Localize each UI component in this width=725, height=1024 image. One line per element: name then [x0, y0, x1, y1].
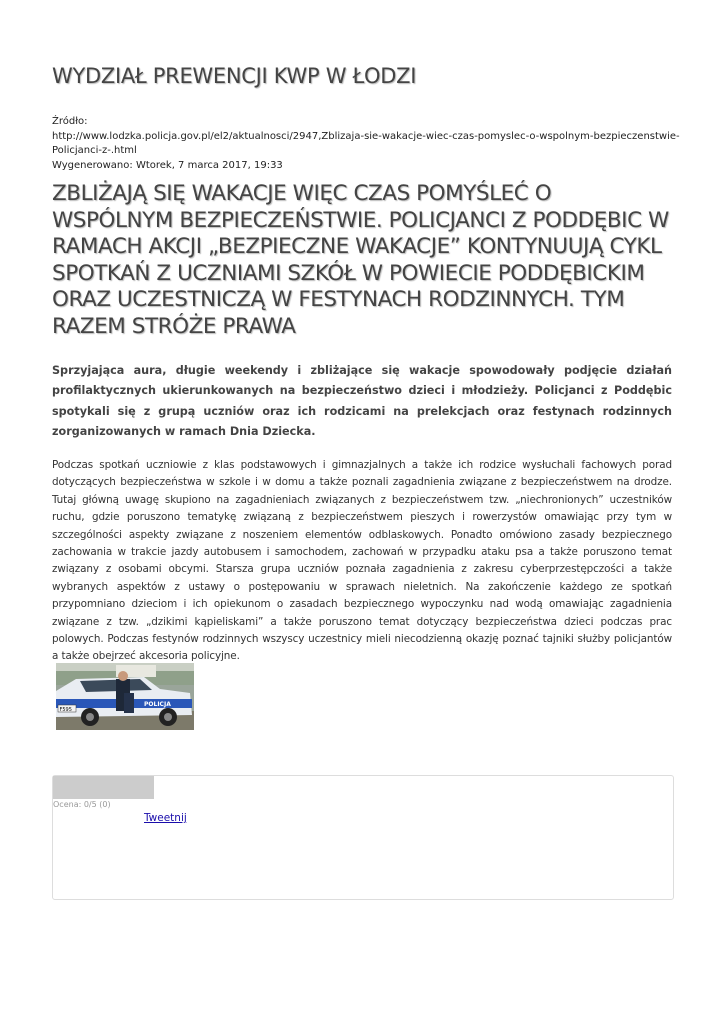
source-url-line-2: Policjanci-z-.html: [52, 145, 137, 156]
article-lead: Sprzyjająca aura, długie weekendy i zbliżające się wakacje spowodowały podjęcie działań profilaktycznych ukierunkowanych na bezpieczeństwo dzieci i młodzieży. Policjanci z Poddębic spotykali się z grupą uczniów oraz ich rodzicami na prelekcjach oraz festynach rodzinnych zorganizowanych w ramach Dnia Dziecka.: [52, 364, 672, 439]
site-title: WYDZIAŁ PREWENCJI KWP W ŁODZI: [52, 64, 417, 88]
source-url-line-1: http://www.lodzka.policja.gov.pl/el2/aktualnosci/2947,Zblizaja-sie-wakacje-wiec-czas-pomyslec-o-wspolnym-bezpieczenstwie-: [52, 130, 680, 142]
article-body: Podczas spotkań uczniowie z klas podstawowych i gimnazjalnych a także ich rodzice wysłuchali fachowych porad dotyczących bezpieczeństwa w szkole i w domu a także poznali zagadnienia związane z bezpieczeństwem na drodze. Tutaj główną uwagę skupiono na zagadnieniach związanych z bezpieczeństwem tzw. „niechronionych” uczestników ruchu, gdzie poruszono tematykę związaną z bezpieczeństwem pieszych i rowerzystów omawiając przy tym w szczególności aspekty związane z noszeniem elementów odblaskowych. Ponadto omówiono zasady bezpiecznego zachowania w trakcie jazdy autobusem i samochodem, zachowań w przypadku ataku psa a także poruszono temat związany z osobami obcymi. Starsza grupa uczniów poznała zagadnienia z zakresu cyberprzestępczości a także wybranych aspektów z ustawy o postępowaniu w sprawach nieletnich. Na zakończenie każdego ze spotkań przypomniano dzieciom i ich opiekunom o zasadach bezpiecznego wypoczynku nad wodą omawiając zagadnienia związane z tzw. „dzikimi kąpieliskami” a także poruszono temat dotyczący bezpieczeństwa dzieci podczas prac polowych. Podczas festynów rodzinnych wszyscy uczestnicy mieli niecodzienną okazję poznać tajniki służby policjantów a także obejrzeć akcesoria policyjne.: [52, 459, 672, 663]
article-photo[interactable]: [56, 663, 194, 730]
car-police-text: POLICJA: [144, 701, 171, 708]
source-meta: [52, 115, 680, 173]
share-panel: [52, 775, 674, 900]
police-car-photo: [56, 663, 194, 730]
car-plate-text: F595: [59, 706, 72, 713]
generated-date: Wygenerowano: Wtorek, 7 marca 2017, 19:33: [52, 159, 283, 171]
rating-text: Ocena: 0/5 (0): [53, 800, 111, 809]
tweet-link[interactable]: Tweetnij: [144, 812, 187, 824]
article-headline: ZBLIŻAJĄ SIĘ WAKACJE WIĘC CZAS POMYŚLEĆ O WSPÓLNYM BEZPIECZEŃSTWIE. POLICJANCI Z PODDĘBIC W RAMACH AKCJI „BEZPIECZNE WAKACJE” KONTYNUUJĄ CYKL SPOTKAŃ Z UCZNIAMI SZKÓŁ W POWIECIE PODDĘBICKIM ORAZ UCZESTNICZĄ W FESTYNACH RODZINNYCH. TYM RAZEM STRÓŻE PRAWA: [52, 181, 669, 339]
rating-stars[interactable]: [53, 776, 154, 799]
source-label: Źródło:: [52, 116, 88, 127]
